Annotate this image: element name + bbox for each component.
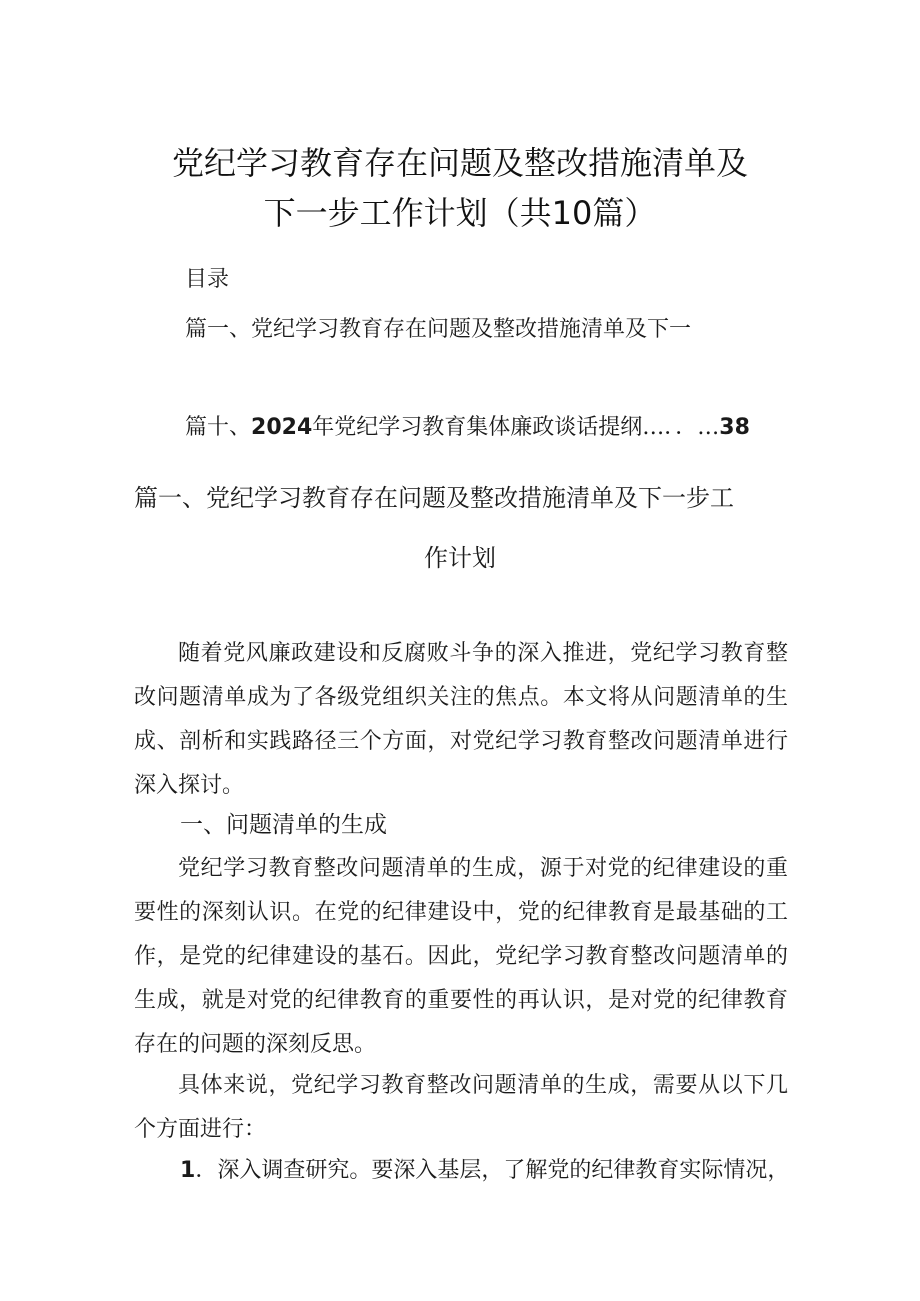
toc-entry-10-prefix: 篇十、	[185, 415, 252, 440]
list-item-1-number: 1	[180, 1158, 196, 1183]
toc-entry-10-text: 年党纪学习教育集体廉政谈话提纲…．．…	[312, 415, 720, 440]
section-title-line-1: 篇一、党纪学习教育存在问题及整改措施清单及下一步工	[134, 484, 734, 512]
toc-entry-10-page: 38	[719, 415, 750, 440]
intro-paragraph: 随着党风廉政建设和反腐败斗争的深入推进，党纪学习教育整改问题清单成为了各级党组织关注的焦点。本文将从问题清单的生成、剖析和实践路径三个方面，对党纪学习教育整改问题清单进行深入探讨。	[134, 641, 788, 798]
section-title-line-2: 作计划	[424, 544, 496, 572]
toc-entry-1[interactable]: 篇一、党纪学习教育存在问题及整改措施清单及下一	[185, 317, 692, 342]
toc-entry-10-year: 2024	[251, 415, 313, 440]
document-title-line-2: 下一步工作计划（共10篇）	[263, 194, 657, 232]
body-paragraph-3: 具体来说，党纪学习教育整改问题清单的生成，需要从以下几个方面进行：	[134, 1073, 788, 1142]
toc-heading: 目录	[185, 267, 230, 292]
list-item-1	[180, 1153, 789, 1184]
document-title-line-1: 党纪学习教育存在问题及整改措施清单及	[171, 144, 748, 182]
list-item-1-text: ．深入调查研究。要深入基层，了解党的纪律教育实际情况，	[195, 1158, 790, 1183]
body-paragraph-2: 党纪学习教育整改问题清单的生成，源于对党的纪律建设的重要性的深刻认识。在党的纪律建设中，党的纪律教育是最基础的工作，是党的纪律建设的基石。因此，党纪学习教育整改问题清单的生成，就是对党的纪律教育的重要性的再认识，是对党的纪律教育存在的问题的深刻反思。	[134, 856, 788, 1057]
subheading-problem-list-generation: 一、问题清单的生成	[180, 812, 387, 838]
toc-entry-10[interactable]	[185, 410, 750, 441]
